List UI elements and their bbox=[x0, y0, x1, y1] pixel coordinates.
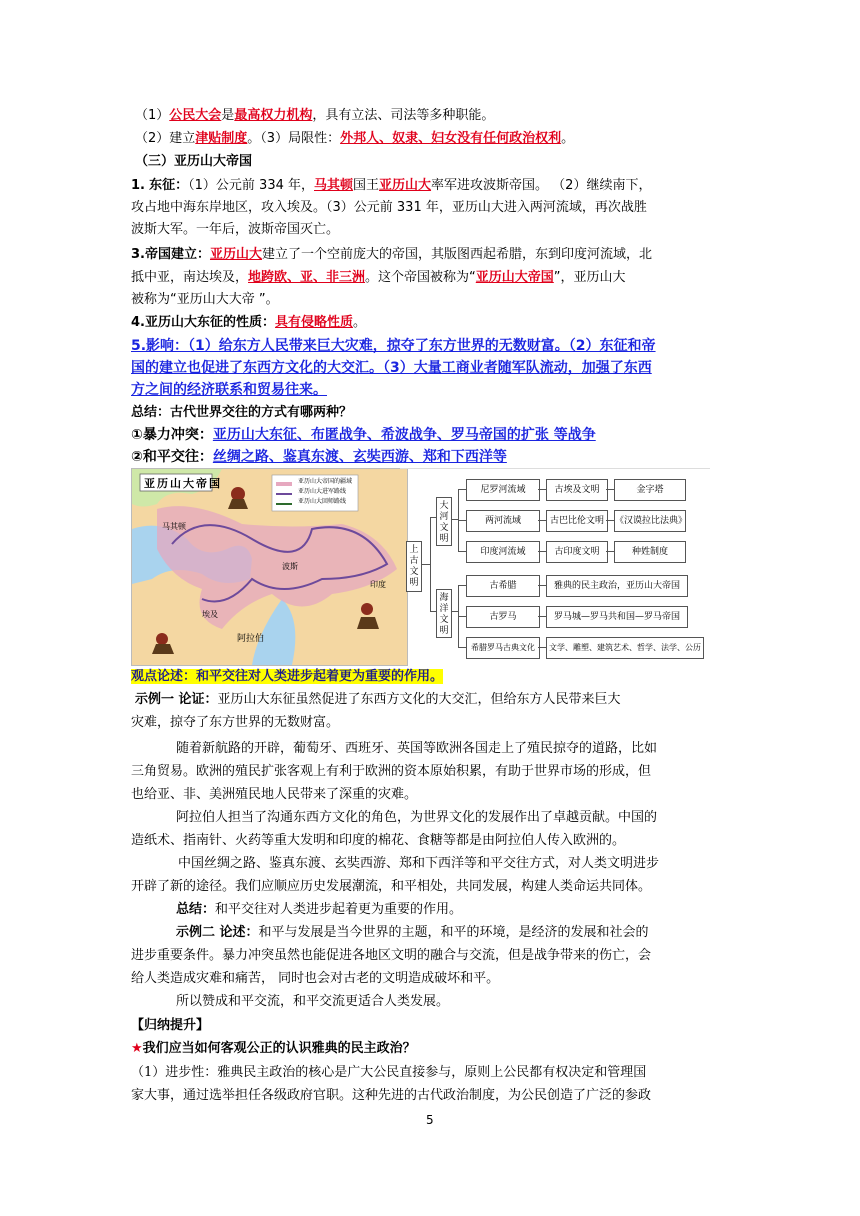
line-assembly: （1）公民大会是最高权力机构，具有立法、司法等多种职能。 bbox=[135, 108, 495, 123]
empire-line-2: 抵中亚，南达埃及，地跨欧、亚、非三洲。这个帝国被称为“亚历山大帝国”，亚历山大 bbox=[131, 270, 626, 285]
diagram-cell: 希腊罗马古典文化 bbox=[466, 637, 540, 659]
diagram-cell: 古巴比伦文明 bbox=[546, 510, 608, 532]
example2-line-3: 给人类造成灾难和痛苦， 同时也会对古老的文明造成破坏和平。 bbox=[131, 971, 500, 986]
paragraph-3-line-1: 阿拉伯人担当了沟通东西方文化的角色，为世界文化的发展作出了卓越贡献。中国的 bbox=[176, 810, 658, 825]
diagram-cell: 金字塔 bbox=[614, 479, 686, 501]
paragraph-3-line-2: 造纸术、指南针、火药等重大发明和印度的棉花、食糖等都是由阿拉伯人传入欧洲的。 bbox=[131, 833, 626, 848]
star-icon: ★ bbox=[131, 1041, 143, 1056]
nature-line: 4.亚历山大东征的性质：具有侵略性质。 bbox=[131, 315, 367, 330]
diagram-cell: 古罗马 bbox=[466, 606, 540, 628]
diagram-cell: 种姓制度 bbox=[614, 541, 686, 563]
map-label-macedon: 马其顿 bbox=[162, 522, 186, 531]
summary-line: 总结：和平交往对人类进步起着更为重要的作用。 bbox=[176, 902, 463, 917]
diagram-root: 上古文明 bbox=[406, 541, 422, 592]
map-legend: 亚历山大帝国的疆域 亚历山大进军路线 亚历山大回师路线 bbox=[298, 478, 353, 505]
star-question: ★我们应当如何客观公正的认识雅典的民主政治？ bbox=[131, 1041, 416, 1056]
answer-highest-power: 最高权力机构 bbox=[234, 108, 313, 123]
summary-question: 总结：古代世界交往的方式有哪两种？ bbox=[131, 405, 353, 420]
impact-line-3: 方之间的经济联系和贸易往来。 bbox=[131, 382, 327, 398]
example2-line-4: 所以赞成和平交流，和平交流更适合人类发展。 bbox=[176, 994, 450, 1009]
map-title: 亚历山大帝国 bbox=[144, 477, 222, 490]
diagram-cell: 古希腊 bbox=[466, 575, 540, 597]
answer-assembly: 公民大会 bbox=[169, 108, 222, 123]
map-label-egypt: 埃及 bbox=[202, 610, 218, 619]
answer-limitation: 外邦人、奴隶、妇女没有任何政治权利 bbox=[340, 131, 562, 146]
example2-line-1: 示例二 论述：和平与发展是当今世界的主题，和平的环境，是经济的发展和社会的 bbox=[176, 925, 649, 940]
map-label-arabia: 阿拉伯 bbox=[237, 634, 265, 644]
impact-line-1: 5.影响：（1）给东方人民带来巨大灾难，掠夺了东方世界的无数财富。（2）东征和帝 bbox=[131, 338, 656, 354]
diagram-cell: 雅典的民主政治，亚历山大帝国 bbox=[546, 575, 688, 597]
section-heading: （三）亚历山大帝国 bbox=[135, 154, 253, 169]
example1-line-2: 灾难，掠夺了东方世界的无数财富。 bbox=[131, 715, 340, 730]
viewpoint-line: 观点论述：和平交往对人类进步起着更为重要的作用。 bbox=[131, 669, 444, 684]
east-line-3: 波斯大军。一年后，波斯帝国灭亡。 bbox=[131, 222, 340, 237]
east-line-1: 1. 东征：（1）公元前 334 年，马其顿国王亚历山大率军进攻波斯帝国。 （2）继续南下， bbox=[131, 178, 652, 193]
map-label-persia: 波斯 bbox=[282, 562, 298, 571]
east-line-2: 攻占地中海东岸地区，攻入埃及。（3）公元前 331 年，亚历山大进入两河流域，再次战胜 bbox=[131, 200, 647, 215]
last-line-1: （1）进步性：雅典民主政治的核心是广大公民直接参与，原则上公民都有权决定和管理国 bbox=[131, 1065, 647, 1080]
civilization-diagram bbox=[400, 468, 710, 665]
diagram-cell: 古埃及文明 bbox=[546, 479, 608, 501]
empire-line-1: 3.帝国建立：亚历山大建立了一个空前庞大的帝国，其版图西起希腊，东到印度河流域，北 bbox=[131, 247, 653, 262]
alexander-empire-map bbox=[131, 468, 408, 666]
diagram-cell: 《汉谟拉比法典》 bbox=[614, 510, 686, 532]
diagram-cell: 印度河流域 bbox=[466, 541, 540, 563]
diagram-cell: 文学、雕塑、建筑艺术、哲学、法学、公历 bbox=[546, 637, 704, 659]
diagram-cell: 尼罗河流域 bbox=[466, 479, 540, 501]
diagram-cell: 两河流域 bbox=[466, 510, 540, 532]
page-number: 5 bbox=[426, 1113, 434, 1127]
diagram-group-ocean: 海洋文明 bbox=[436, 589, 452, 638]
line-allowance: （2）建立津贴制度。（3）局限性：外邦人、奴隶、妇女没有任何政治权利。 bbox=[135, 131, 575, 146]
last-line-2: 家大事，通过选举担任各级政府官职。这种先进的古代政治制度，为公民创造了广泛的参政 bbox=[131, 1088, 652, 1103]
diagram-cell: 古印度文明 bbox=[546, 541, 608, 563]
induction-heading: 【归纳提升】 bbox=[131, 1018, 210, 1033]
diagram-group-river: 大河文明 bbox=[436, 497, 452, 546]
impact-line-2: 国的建立也促进了东西方文化的大交汇。（3）大量工商业者随军队流动，加强了东西 bbox=[131, 360, 652, 376]
peaceful-line: ②和平交往：丝绸之路、鉴真东渡、玄奘西游、郑和下西洋等 bbox=[131, 449, 507, 465]
map-graphic bbox=[132, 469, 407, 665]
example2-line-2: 进步重要条件。暴力冲突虽然也能促进各地区文明的融合与交流，但是战争带来的伤亡，会 bbox=[131, 948, 652, 963]
paragraph-4-line-2: 开辟了新的途径。我们应顺应历史发展潮流，和平相处，共同发展，构建人类命运共同体。 bbox=[131, 879, 652, 894]
paragraph-4-line-1: 中国丝绸之路、鉴真东渡、玄奘西游、郑和下西洋等和平交往方式，对人类文明进步 bbox=[178, 856, 660, 871]
map-label-india: 印度 bbox=[370, 580, 386, 589]
example1-line-1: 示例一 论证：亚历山大东征虽然促进了东西方文化的大交汇，但给东方人民带来巨大 bbox=[135, 692, 621, 707]
paragraph-2-line-3: 也给亚、非、美洲殖民地人民带来了深重的灾难。 bbox=[131, 787, 418, 802]
answer-allowance: 津贴制度 bbox=[195, 131, 248, 146]
diagram-cell: 罗马城—罗马共和国—罗马帝国 bbox=[546, 606, 688, 628]
paragraph-2-line-1: 随着新航路的开辟，葡萄牙、西班牙、英国等欧洲各国走上了殖民掠夺的道路，比如 bbox=[176, 741, 658, 756]
paragraph-2-line-2: 三角贸易。欧洲的殖民扩张客观上有利于欧洲的资本原始积累，有助于世界市场的形成，但 bbox=[131, 764, 652, 779]
empire-line-3: 被称为“亚历山大大帝 ”。 bbox=[131, 292, 279, 307]
violent-line: ①暴力冲突：亚历山大东征、布匿战争、希波战争、罗马帝国的扩张 等战争 bbox=[131, 427, 596, 443]
